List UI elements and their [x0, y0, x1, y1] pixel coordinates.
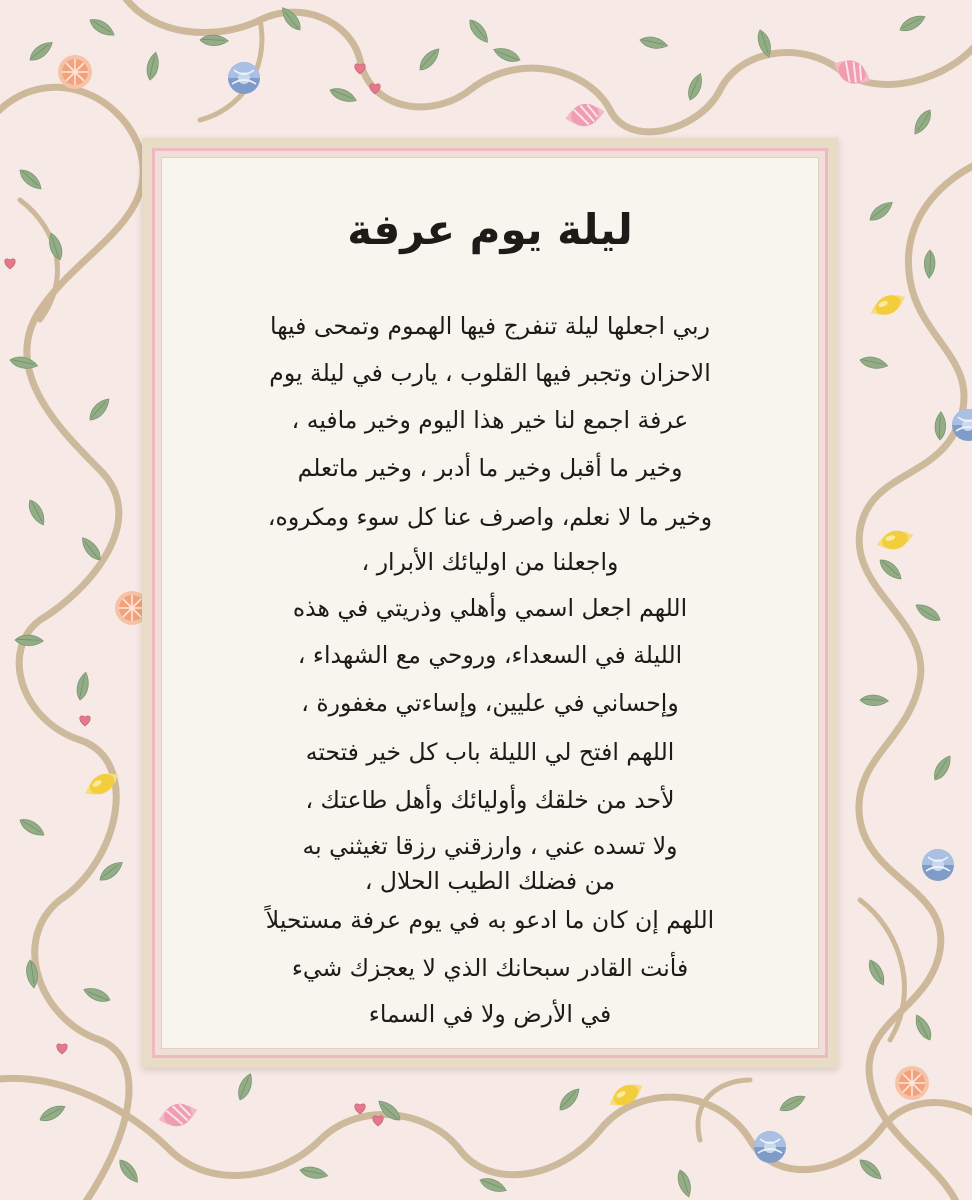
prayer-line: لأحد من خلقك وأوليائك وأهل طاعتك ، [305, 786, 675, 814]
prayer-line: من فضلك الطيب الحلال ، [364, 867, 616, 895]
prayer-line: اللهم افتح لي الليلة باب كل خير فتحته [305, 738, 675, 766]
prayer-line: وإحساني في عليين، وإساءتي مغفورة ، [301, 689, 679, 717]
prayer-line: وخير ما أقبل وخير ما أدبر ، وخير ماتعلم [297, 454, 683, 482]
prayer-line: الاحزان وتجبر فيها القلوب ، يارب في ليلة يوم [269, 359, 711, 387]
prayer-line: ربي اجعلها ليلة تنفرج فيها الهموم وتمحى فيها [270, 312, 710, 340]
card-text-block [162, 158, 818, 1048]
frame-pink-border [152, 148, 828, 1058]
prayer-line: عرفة اجمع لنا خير هذا اليوم وخير مافيه ، [291, 406, 689, 434]
prayer-line: الليلة في السعداء، وروحي مع الشهداء ، [297, 641, 683, 669]
prayer-line: اللهم إن كان ما ادعو به في يوم عرفة مستحيلاً [265, 906, 715, 934]
prayer-line: وخير ما لا نعلم، واصرف عنا كل سوء ومكروه، [267, 503, 713, 531]
card-title: ليلة يوم عرفة [347, 205, 633, 254]
picture-frame [142, 138, 838, 1068]
prayer-line: في الأرض ولا في السماء [368, 1000, 612, 1028]
prayer-line: فأنت القادر سبحانك الذي لا يعجزك شيء [291, 954, 689, 982]
prayer-line: اللهم اجعل اسمي وأهلي وذريتي في هذه [292, 594, 688, 622]
prayer-line: واجعلنا من اوليائك الأبرار ، [361, 548, 619, 576]
prayer-line: ولا تسده عني ، وارزقني رزقا تغيثني به [302, 832, 678, 860]
prayer-card [161, 157, 819, 1049]
